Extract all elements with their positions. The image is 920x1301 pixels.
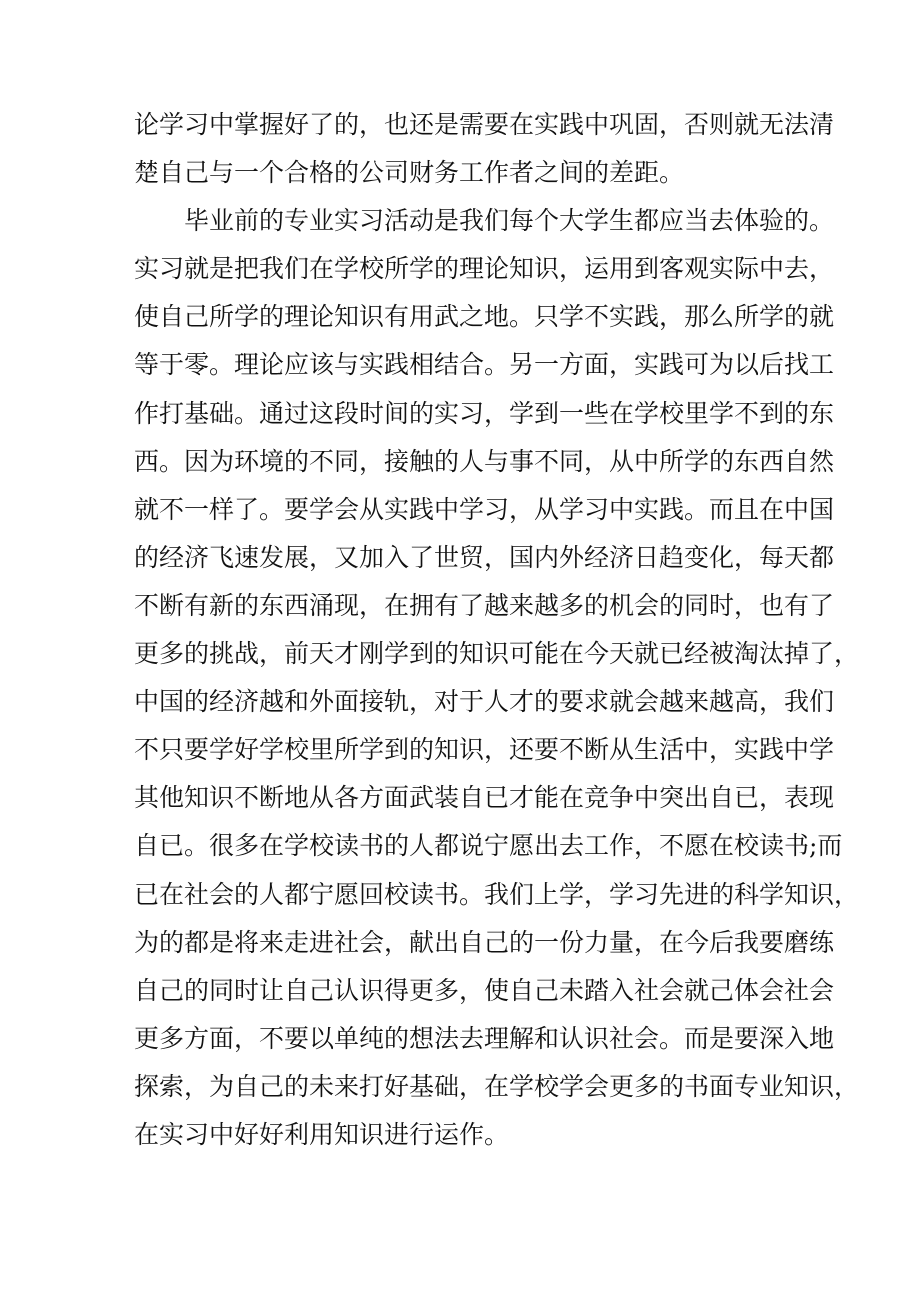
text-line: 实习就是把我们在学校所学的理论知识，运用到客观实际中去， bbox=[134, 254, 835, 284]
text-line: 为的都是将来走进社会，献出自己的一份力量，在今后我要磨练 bbox=[134, 927, 835, 957]
text-line: 探索，为自己的未来打好基础，在学校学会更多的书面专业知识， bbox=[134, 1071, 860, 1101]
text-line: 西。因为环境的不同，接触的人与事不同，从中所学的东西自然 bbox=[134, 446, 835, 476]
text-line: 毕业前的专业实习活动是我们每个大学生都应当去体验的。 bbox=[184, 206, 835, 236]
text-line: 中国的经济越和外面接轨，对于人才的要求就会越来越高，我们 bbox=[134, 687, 835, 717]
text-line: 自已。很多在学校读书的人都说宁愿出去工作，不愿在校读书;而 bbox=[134, 831, 843, 861]
text-line: 不只要学好学校里所学到的知识，还要不断从生活中，实践中学 bbox=[134, 735, 835, 765]
text-line: 的经济飞速发展，又加入了世贸，国内外经济日趋变化，每天都 bbox=[134, 542, 835, 572]
text-line: 不断有新的东西涌现，在拥有了越来越多的机会的同时，也有了 bbox=[134, 590, 835, 620]
text-line: 楚自己与一个合格的公司财务工作者之间的差距。 bbox=[134, 158, 685, 188]
text-line: 在实习中好好利用知识进行运作。 bbox=[134, 1119, 510, 1149]
text-line: 就不一样了。要学会从实践中学习，从学习中实践。而且在中国 bbox=[134, 494, 835, 524]
text-line: 论学习中掌握好了的，也还是需要在实践中巩固，否则就无法清 bbox=[134, 110, 835, 139]
body-text bbox=[134, 101, 860, 1159]
text-line: 使自己所学的理论知识有用武之地。只学不实践，那么所学的就 bbox=[134, 302, 835, 332]
text-line: 已在社会的人都宁愿回校读书。我们上学，学习先进的科学知识， bbox=[134, 879, 860, 909]
text-line: 自己的同时让自己认识得更多，使自己未踏入社会就己体会社会 bbox=[134, 975, 835, 1005]
text-line: 作打基础。通过这段时间的实习，学到一些在学校里学不到的东 bbox=[134, 398, 835, 428]
text-line: 更多的挑战，前天才刚学到的知识可能在今天就已经被淘汰掉了， bbox=[134, 639, 860, 669]
text-line: 其他知识不断地从各方面武装自已才能在竞争中突出自已，表现 bbox=[134, 783, 835, 813]
text-line: 更多方面，不要以单纯的想法去理解和认识社会。而是要深入地 bbox=[134, 1023, 835, 1053]
text-line: 等于零。理论应该与实践相结合。另一方面，实践可为以后找工 bbox=[134, 350, 835, 380]
